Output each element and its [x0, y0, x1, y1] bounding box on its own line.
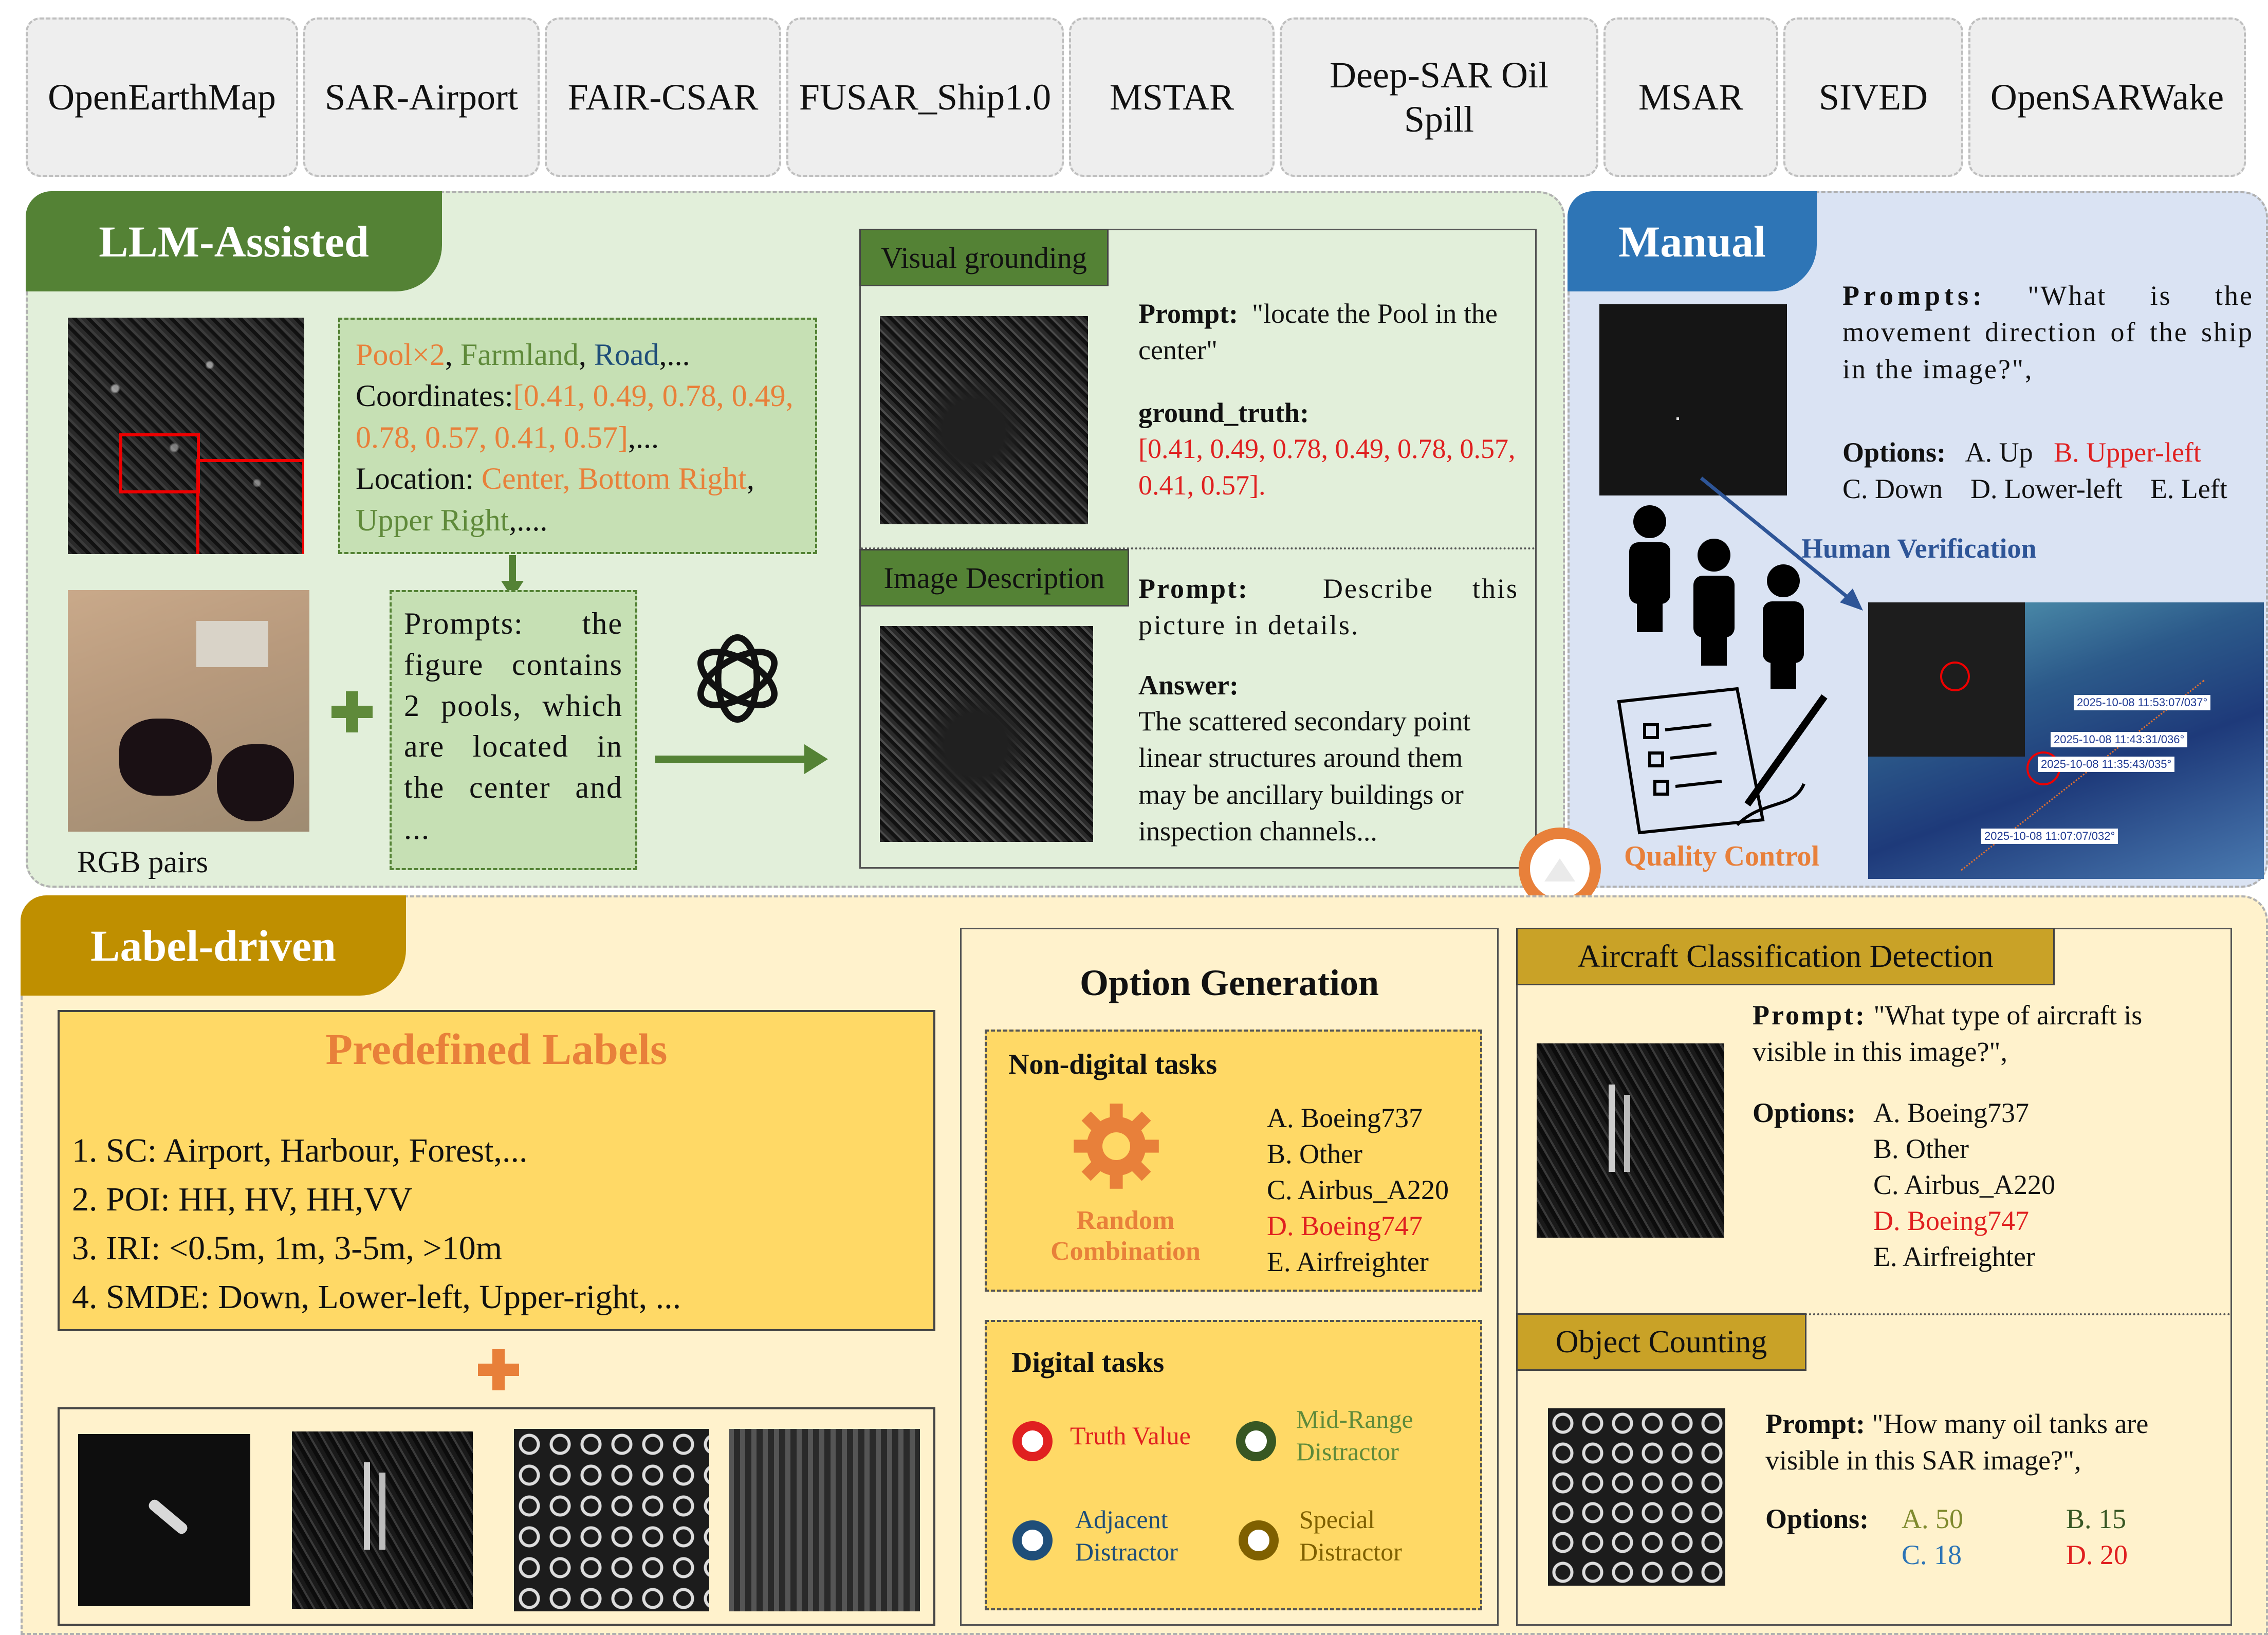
oil-tank-sar-image [1548, 1408, 1725, 1586]
labels-box: Pool×2, Farmland, Road,... Coordinates:[0.41, 0.49, 0.78, 0.49, 0.78, 0.57, 0.41, 0.57],... Location: Center, Bottom Right, Upper Right,.... [338, 318, 817, 554]
oc-option: B. 15 [2066, 1503, 2127, 1534]
oc-option: A. 50 [1902, 1503, 1963, 1534]
acd-option: C. Airbus_A220 [1873, 1169, 2056, 1200]
sar-image [880, 626, 1093, 842]
llm-assisted-tab: LLM-Assisted [26, 191, 442, 291]
gear-icon [1070, 1100, 1163, 1192]
dataset-box: FUSAR_Ship1.0 [786, 17, 1064, 177]
mid-range-dot-icon [1236, 1421, 1276, 1461]
dataset-box: Deep-SAR Oil Spill [1280, 17, 1598, 177]
acd-prompt: Prompt: "What type of aircraft is visible in this image?", [1753, 1000, 2143, 1068]
truth-value-dot-icon [1012, 1421, 1053, 1461]
mid-range-label: Mid-Range Distractor [1296, 1405, 1413, 1466]
manual-prompt: Prompts: "What is the movement direction of the ship in the image?", [1842, 280, 2254, 384]
dataset-box: MSTAR [1069, 17, 1275, 177]
sar-image [880, 316, 1088, 524]
vg-gt-value: [0.41, 0.49, 0.78, 0.49, 0.78, 0.57, 0.41, 0.57]. [1138, 433, 1516, 501]
nd-option: C. Airbus_A220 [1267, 1174, 1449, 1205]
ship-track-image [1868, 602, 2264, 879]
timestamp-stamp: 2025-10-08 11:53:07/037° [2074, 695, 2210, 710]
dataset-box: SAR-Airport [303, 17, 540, 177]
checklist-icon [1609, 681, 1845, 840]
manual-options: Options: A. Up B. Upper-left C. Down D. Lower-left E. Left [1842, 437, 2227, 505]
bbox-marker [196, 459, 304, 554]
visual-grounding-title: Visual grounding [859, 229, 1109, 286]
id-prompt: Prompt: Describe this picture in details. [1138, 573, 1519, 641]
ship-sar-image [78, 1434, 250, 1606]
predefined-label-item: 4. SMDE: Down, Lower-left, Upper-right, ... [72, 1278, 681, 1316]
acd-option: D. Boeing747 [1873, 1205, 2029, 1236]
sar-image [68, 318, 304, 554]
label-driven-tab: Label-driven [21, 895, 406, 996]
special-dot-icon [1239, 1520, 1279, 1560]
human-verification-label: Human Verification [1801, 533, 2037, 564]
airport-optical-image [729, 1429, 920, 1611]
image-description-title: Image Description [859, 549, 1129, 607]
airport-sar-image [1537, 1043, 1724, 1238]
nd-option: E. Airfreighter [1267, 1246, 1429, 1277]
digital-title: Digital tasks [1011, 1347, 1165, 1379]
nd-option: B. Other [1267, 1138, 1362, 1169]
oil-tank-sar-image [514, 1429, 709, 1611]
acd-option: B. Other [1873, 1133, 1969, 1164]
prompts-box: Prompts: the figure contains 2 pools, which are located in the center and ... [390, 590, 637, 870]
predefined-label-item: 3. IRI: <0.5m, 1m, 3-5m, >10m [72, 1229, 503, 1267]
id-answer-label: Answer: [1138, 670, 1239, 701]
timestamp-stamp: 2025-10-08 11:35:43/035° [2038, 757, 2174, 772]
oc-options-label: Options: [1765, 1503, 1869, 1534]
predefined-labels-title: Predefined Labels [325, 1024, 668, 1074]
timestamp-stamp: 2025-10-08 11:07:07/032° [1981, 829, 2118, 844]
dataset-box: OpenSARWake [1968, 17, 2246, 177]
nd-option: A. Boeing737 [1267, 1103, 1423, 1133]
arrow-right-icon [655, 756, 809, 763]
predefined-label-item: 1. SC: Airport, Harbour, Forest,... [72, 1132, 528, 1169]
oc-option: C. 18 [1902, 1539, 1962, 1570]
nd-option: D. Boeing747 [1267, 1210, 1423, 1241]
oc-option: D. 20 [2066, 1539, 2128, 1570]
dataset-box: MSAR [1603, 17, 1778, 177]
timestamp-stamp: 2025-10-08 11:43:31/036° [2051, 732, 2187, 747]
openai-logo-icon [684, 624, 791, 732]
vg-gt-label: ground_truth: [1138, 397, 1310, 428]
plus-icon [331, 691, 373, 732]
vg-prompt: Prompt: "locate the Pool in the center" [1138, 298, 1498, 366]
adjacent-dot-icon [1012, 1520, 1053, 1560]
acd-option: A. Boeing737 [1873, 1097, 2029, 1128]
id-answer-text: The scattered secondary point linear structures around them may be ancillary buildings or inspection channels... [1138, 706, 1471, 847]
plus-icon [478, 1349, 519, 1390]
random-combination-label: Random Combination [1050, 1206, 1201, 1266]
option-generation-title: Option Generation [1079, 962, 1379, 1003]
truth-value-label: Truth Value [1070, 1421, 1191, 1450]
dataset-box: FAIR-CSAR [545, 17, 781, 177]
manual-tab: Manual [1568, 191, 1817, 291]
dataset-box: OpenEarthMap [26, 17, 298, 177]
airport-sar-image [292, 1431, 473, 1609]
predefined-label-item: 2. POI: HH, HV, HH,VV [72, 1181, 413, 1218]
quality-control-label: Quality Control [1624, 840, 1820, 872]
dataset-box: SIVED [1783, 17, 1963, 177]
rgb-caption: RGB pairs [77, 845, 208, 879]
oc-title: Object Counting [1516, 1313, 1806, 1371]
ship-sar-image [1599, 304, 1787, 495]
oc-prompt: Prompt: "How many oil tanks are visible in this SAR image?", [1765, 1408, 2149, 1476]
acd-title: Aircraft Classification Detection [1516, 928, 2055, 985]
bbox-marker [119, 433, 200, 493]
acd-option: E. Airfreighter [1873, 1241, 2035, 1272]
acd-options-label: Options: [1753, 1097, 1856, 1128]
rgb-image [68, 590, 309, 832]
non-digital-title: Non-digital tasks [1008, 1049, 1218, 1080]
adjacent-label: Adjacent Distractor [1075, 1505, 1178, 1566]
special-label: Special Distractor [1299, 1505, 1402, 1566]
